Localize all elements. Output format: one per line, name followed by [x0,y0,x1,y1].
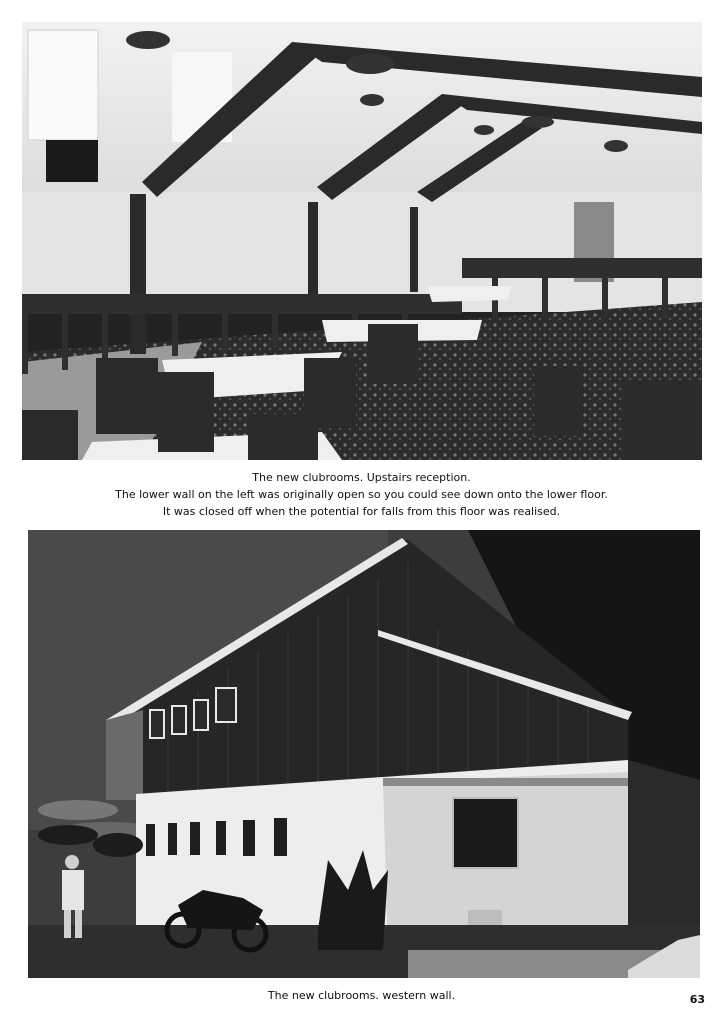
annex-window [453,798,518,868]
caption-line: The new clubrooms. western wall. [267,989,456,1002]
caption-line: The new clubrooms. Upstairs reception. [252,471,471,484]
caption-line: It was closed off when the potential for falls from this floor was realised. [162,505,561,518]
western-wall-photo [28,530,700,978]
caption-line: The lower wall on the left was originally open so you could see down onto the lower floor. [115,488,608,501]
western-wall-illustration [28,530,700,978]
wall-picture [46,140,98,182]
top-photo-caption [0,469,723,520]
bottom-photo-caption [0,987,723,1004]
reception-room-illustration [22,22,702,460]
page-number: 63 [689,993,705,1006]
reception-room-photo [22,22,702,460]
